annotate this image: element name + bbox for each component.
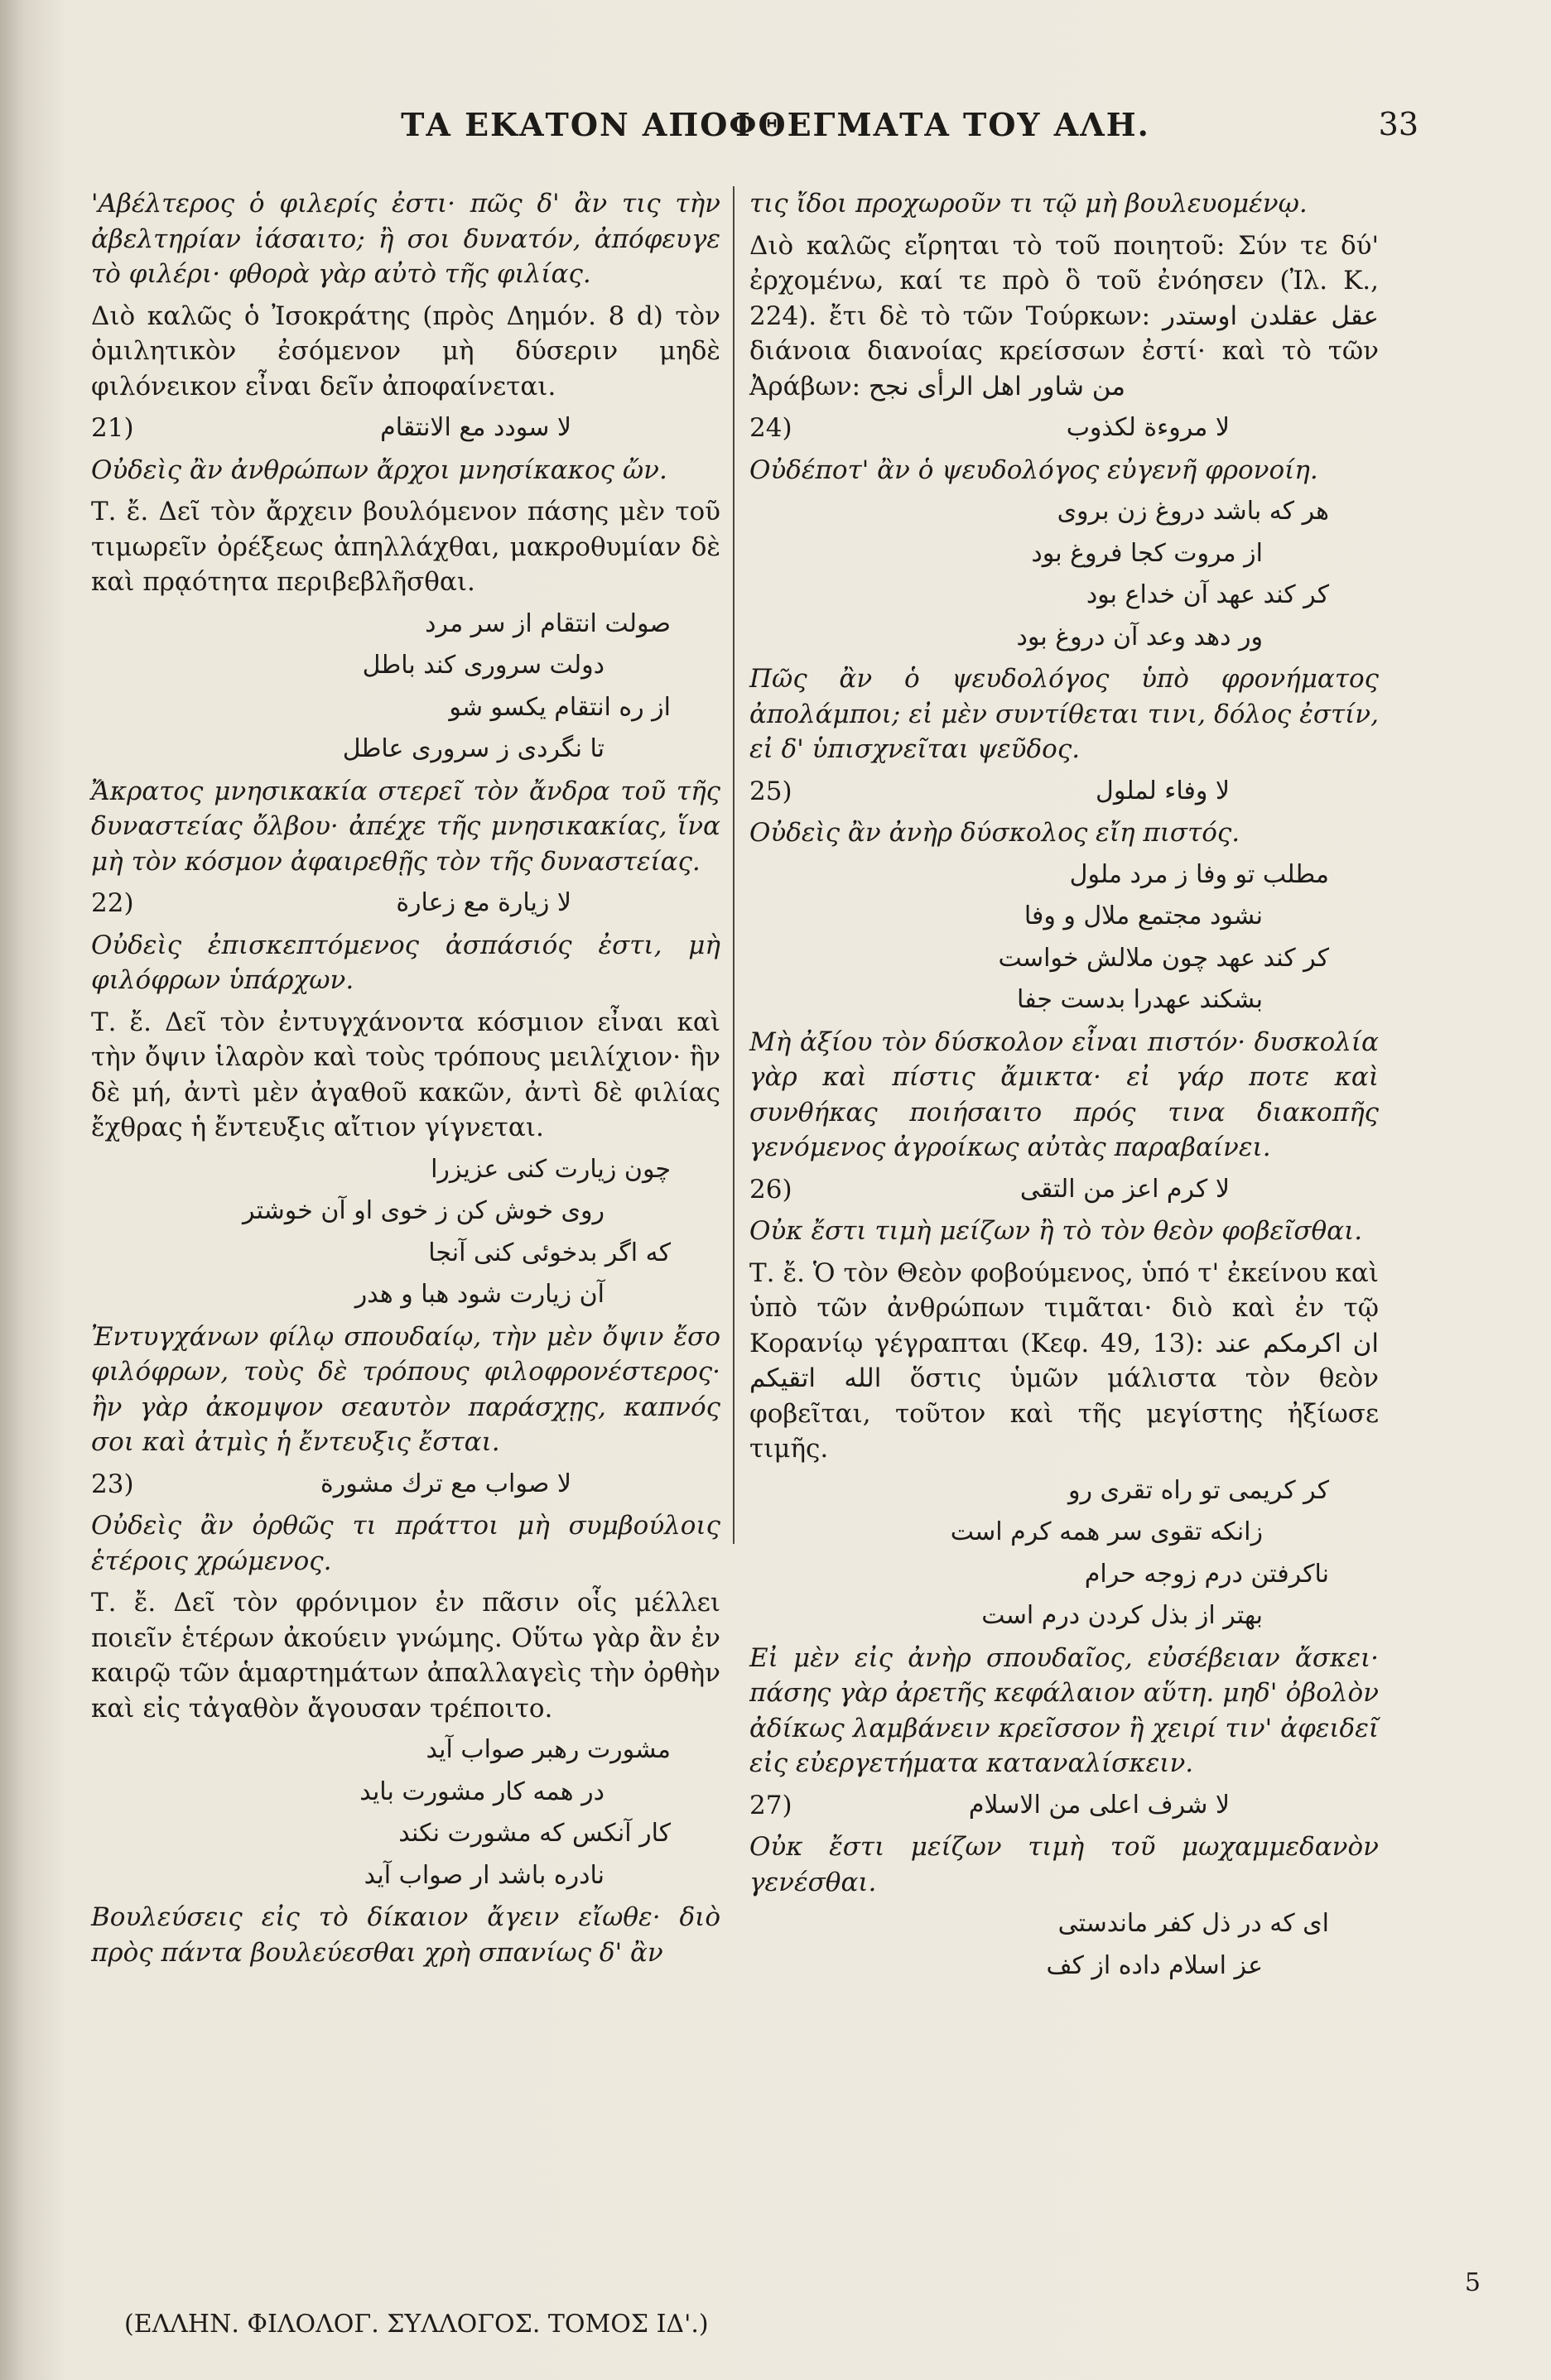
saying-number: 21) — [91, 413, 134, 443]
footer-publication: (ΕΛΛΗΝ. ΦΙΛΟΛΟΓ. ΣΥΛΛΟΓΟΣ. ΤΟΜΟΣ ΙΔ'.) — [124, 2310, 709, 2339]
greek-translation: Οὐδεὶς ἐπισκεπτόμενος ἀσπάσιός ἐστι, μὴ φιλόφρων ὑπάρχων. — [91, 930, 720, 995]
saying-number: 22) — [91, 888, 134, 918]
saying-number: 26) — [749, 1174, 792, 1204]
greek-translation: 'Αβέλτερος ὁ φιλερίς ἐστι· πῶς δ' ἂν τις τὴν ἀβελτηρίαν ἰάσαιτο; ἢ σοι δυνατόν, ἀπόφευγε τὸ φιλέρι· φθορὰ γὰρ αὐτὸ τῆς φιλίας. — [91, 189, 720, 289]
greek-translation: Εἰ μὲν εἰς ἀνὴρ σπουδαῖος, εὐσέβειαν ἄσκει· πάσης γὰρ ἀρετῆς κεφάλαιον αὕτη. μηδ' ὀβολὸν ἀδίκως λαμβάνειν κρεῖσσον ἢ χειρί τιν' ἀφειδεῖ εἰς εὐεργετήματα καταναλίσκειν. — [749, 1642, 1379, 1778]
saying-heading — [749, 1172, 1379, 1208]
running-header — [99, 106, 1452, 156]
persian-verse-line: بهتر از بذل کردن درم است — [981, 1601, 1263, 1630]
greek-commentary: Τ. ἔ. Δεῖ τὸν φρόνιμον ἐν πᾶσιν οἷς μέλλει ποιεῖν ἑτέρων ἀκούειν γνώμης. Οὕτω γὰρ ἂν ἐν καιρῷ τῶν ἁμαρτημάτων ἀπαλλαγεὶς τὴν ὀρθὴν καὶ εἰς τἀγαθὸν ἄγουσαν τρέποιτο. — [91, 1588, 720, 1724]
persian-verse-line: عز اسلام داده از کف — [1046, 1950, 1263, 1980]
persian-verse-line: کر کند عهد چون ملالش خواست — [998, 943, 1329, 973]
persian-verse-line: که اگر بدخوئی کنی آنجا — [428, 1238, 671, 1267]
persian-verse-line: ور دهد وعد آن دروغ بود — [1016, 622, 1263, 651]
persian-verse-line: تا نگردی ز سروری عاطل — [342, 734, 605, 763]
saying-number: 23) — [91, 1469, 134, 1499]
saying-heading — [749, 1788, 1379, 1824]
persian-verse-line: نادره باشد ار صواب آید — [364, 1860, 605, 1890]
persian-verse-line: هر که باشد دروغ زن بروی — [1057, 497, 1329, 526]
persian-verse-line: روی خوش کن ز خوی او آن خوشتر — [243, 1196, 605, 1225]
greek-translation: Οὐδέποτ' ἂν ὁ ψευδολόγος εὐγενῆ φρονοίη. — [749, 454, 1318, 485]
persian-verse-line: کار آنکس که مشورت نکند — [398, 1819, 671, 1848]
persian-verse-line: مطلب تو وفا ز مرد ملول — [1069, 859, 1329, 889]
greek-translation: Οὐκ ἔστι μείζων τιμὴ τοῦ μωχαμμεδανὸν γενέσθαι. — [749, 1832, 1379, 1897]
greek-translation: Ἄκρατος μνησικακία στερεῖ τὸν ἄνδρα τοῦ τῆς δυναστείας ὄλβου· ἀπέχε τῆς μνησικακίας, ἵνα μὴ τὸν κόσμον ἀφαιρεθῇς τὸν τῆς δυναστείας. — [91, 776, 720, 877]
greek-translation: Οὐδεὶς ἂν ἀνθρώπων ἄρχοι μνησίκακος ὤν. — [91, 454, 667, 485]
greek-translation: Μὴ ἀξίου τὸν δύσκολον εἶναι πιστόν· δυσκολία γὰρ καὶ πίστις ἄμικτα· εἰ γάρ ποτε καὶ συνθήκας ποιήσαιτο πρός τινα διακοπῆς γενόμενος ἀγροίκως αὐτὰς παραβαίνει. — [749, 1027, 1379, 1162]
saying-arabic-text: لا مروءة لكذوب — [1066, 413, 1230, 442]
saying-number: 24) — [749, 413, 792, 443]
page-number: 33 — [1378, 106, 1419, 142]
greek-translation: τις ἴδοι προχωροῦν τι τῷ μὴ βουλευομένῳ. — [749, 189, 1308, 219]
saying-heading — [91, 1467, 720, 1503]
signature-mark: 5 — [1464, 2268, 1481, 2297]
persian-verse-line: آن زیارت شود هبا و هدر — [354, 1280, 605, 1309]
persian-verse-line: دولت سروری کند باطل — [362, 651, 605, 680]
greek-translation: Πῶς ἂν ὁ ψευδολόγος ὑπὸ φρονήματος ἀπολάμποι; εἰ μὲν συντίθεται τινι, δόλος ἐστίν, εἰ δ' ὑπισχνεῖται ψεῦδος. — [749, 664, 1379, 764]
greek-commentary: Διὸ καλῶς εἴρηται τὸ τοῦ ποιητοῦ: Σύν τε δύ' ἐρχομένω, καί τε πρὸ ὃ τοῦ ἐνόησεν (Ἰλ. Κ., 224). ἔτι δὲ τὸ τῶν Τούρκων: عقل عقلدن اوستدر διάνοια διανοίας κρείσσων ἐστί· καὶ τὸ τῶν Ἀράβων: من شاور اهل الرأى نجح — [749, 230, 1380, 401]
greek-translation: Οὐκ ἔστι τιμὴ μείζων ἢ τὸ τὸν θεὸν φοβεῖσθαι. — [749, 1216, 1363, 1246]
persian-verse-line: مشورت رهبر صواب آید — [426, 1735, 671, 1764]
saying-heading — [91, 411, 720, 446]
greek-translation: Οὐδεὶς ἂν ἀνὴρ δύσκολος εἴη πιστός. — [749, 818, 1240, 848]
saying-heading — [749, 411, 1379, 446]
saying-heading — [91, 886, 720, 921]
persian-verse-line: از ره انتقام یکسو شو — [449, 692, 671, 722]
persian-verse-line: کر کریمی تو راه تقری رو — [1068, 1475, 1329, 1505]
persian-verse-line: ای که در ذل کفر ماندستی — [1057, 1909, 1329, 1938]
greek-translation: Βουλεύσεις εἰς τὸ δίκαιον ἄγειν εἴωθε· διὸ πρὸς πάντα βουλεύεσθαι χρὴ σπανίως δ' ἂν — [91, 1902, 720, 1968]
saying-arabic-text: لا كرم اعز من التقى — [1019, 1174, 1230, 1204]
greek-commentary: Τ. ἔ. Δεῖ τὸν ἐντυγχάνοντα κόσμιον εἶναι καὶ τὴν ὄψιν ἱλαρὸν καὶ τοὺς τρόπους μειλίχιον· ἣν δὲ μή, ἀντὶ μὲν ἀγαθοῦ κακῶν, ἀντὶ δὲ φιλίας ἔχθρας ἡ ἔντευξις αἴτιον γίγνεται. — [91, 1007, 720, 1142]
persian-verse-line: از مروت کجا فروغ بود — [1031, 538, 1263, 568]
saying-arabic-text: لا وفاء لملول — [1096, 776, 1230, 805]
saying-arabic-text: لا شرف اعلى من الاسلام — [968, 1790, 1230, 1820]
greek-commentary: Τ. ἔ. Ὁ τὸν Θεὸν φοβούμενος, ὑπό τ' ἐκείνου καὶ ὑπὸ τῶν ἀνθρώπων τιμᾶται· διὸ καὶ ἐν τῷ Κορανίῳ γέγραπται (Κεφ. 49, 13): ان اكرمكم عند الله اتقيكم ὅστις ὑμῶν μάλιστα τὸν θεὸν φοβεῖται, τοῦτον καὶ τῆς μεγίστης ἠξίωσε τιμῆς. — [749, 1257, 1379, 1464]
right-column — [749, 186, 1379, 1990]
saying-arabic-text: لا زيارة مع زعارة — [396, 888, 571, 917]
persian-verse-line: کر کند عهد آن خداع بود — [1086, 580, 1329, 609]
greek-commentary: Διὸ καλῶς ὁ Ἰσοκράτης (πρὸς Δημόν. 8 d) τὸν ὁμιλητικὸν ἐσόμενον μὴ δύσεριν μηδὲ φιλόνεικον εἶναι δεῖν ἀποφαίνεται. — [91, 301, 720, 401]
persian-verse-line: در همه کار مشورت باید — [359, 1777, 605, 1806]
persian-verse-line: ناکرفتن درم زوجه حرام — [1084, 1559, 1329, 1589]
persian-verse-line: چون زیارت کنی عزیزرا — [431, 1154, 671, 1184]
saying-arabic-text: لا سودد مع الانتقام — [380, 413, 571, 442]
running-title: ΤΑ ΕΚΑΤΟΝ ΑΠΟΦΘΕΓΜΑΤΑ ΤΟΥ ΑΛΗ. — [401, 106, 1150, 143]
saying-number: 25) — [749, 776, 792, 806]
greek-commentary: Τ. ἔ. Δεῖ τὸν ἄρχειν βουλόμενον πάσης μὲν τοῦ τιμωρεῖν ὀρέξεως ἀπηλλάχθαι, μακροθυμίαν δὲ καὶ πρᾳότητα περιβεβλῆσθαι. — [91, 497, 720, 597]
column-divider — [733, 186, 735, 1544]
persian-verse-line: زانکه تقوی سر همه کرم است — [950, 1517, 1263, 1546]
saying-arabic-text: لا صواب مع ترك مشورة — [320, 1469, 571, 1498]
persian-verse-line: صولت انتقام از سر مرد — [425, 608, 671, 638]
greek-translation: Οὐδεὶς ἂν ὀρθῶς τι πράττοι μὴ συμβούλοις ἑτέροις χρώμενος. — [91, 1511, 720, 1576]
saying-heading — [749, 774, 1379, 810]
left-column — [91, 186, 720, 1977]
saying-number: 27) — [749, 1790, 792, 1820]
greek-translation: Ἐντυγχάνων φίλῳ σπουδαίῳ, τὴν μὲν ὄψιν ἔσο φιλόφρων, τοὺς δὲ τρόπους φιλοφρονέστερος· ἢν γὰρ ἀκομψον σεαυτὸν παράσχῃς, καπνός σοι καὶ ἀτμὶς ἡ ἔντευξις ἔσται. — [91, 1321, 720, 1457]
persian-verse-line: بشکند عهدرا بدست جفا — [1017, 985, 1263, 1014]
persian-verse-line: نشود مجتمع ملال و وفا — [1024, 902, 1263, 930]
